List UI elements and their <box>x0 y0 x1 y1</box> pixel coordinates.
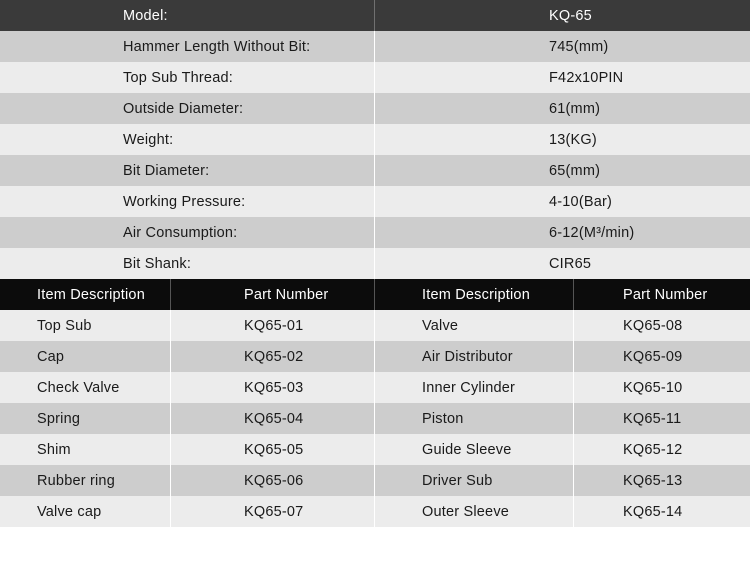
column-divider <box>170 434 171 465</box>
parts-row <box>0 372 750 403</box>
column-divider <box>374 186 375 217</box>
column-divider <box>374 496 375 527</box>
item-description: Valve <box>422 317 459 334</box>
item-description: Inner Cylinder <box>422 379 516 396</box>
column-header: Item Description <box>37 286 145 303</box>
column-divider <box>374 124 375 155</box>
part-number: KQ65-12 <box>623 441 683 458</box>
spec-value: 61(mm) <box>549 100 601 117</box>
column-divider <box>170 310 171 341</box>
spec-header-row <box>0 0 750 31</box>
spec-label: Outside Diameter: <box>123 100 244 117</box>
part-number: KQ65-03 <box>244 379 304 396</box>
item-description: Driver Sub <box>422 472 493 489</box>
spec-label: Weight: <box>123 131 174 148</box>
parts-row <box>0 403 750 434</box>
column-divider <box>374 341 375 372</box>
part-number: KQ65-01 <box>244 317 304 334</box>
item-description: Outer Sleeve <box>422 503 510 520</box>
spec-label: Working Pressure: <box>123 193 246 210</box>
item-description: Valve cap <box>37 503 102 520</box>
spec-row <box>0 155 750 186</box>
item-description: Piston <box>422 410 464 427</box>
spec-row <box>0 124 750 155</box>
column-divider <box>573 434 574 465</box>
spec-label: Air Consumption: <box>123 224 238 241</box>
spec-header-label: Model: <box>123 7 168 24</box>
column-divider <box>170 496 171 527</box>
item-description: Check Valve <box>37 379 120 396</box>
spec-header-value: KQ-65 <box>549 7 592 24</box>
column-divider <box>573 372 574 403</box>
column-divider <box>170 279 171 310</box>
item-description: Air Distributor <box>422 348 513 365</box>
part-number: KQ65-06 <box>244 472 304 489</box>
part-number: KQ65-04 <box>244 410 304 427</box>
spec-value: 6-12(M³/min) <box>549 224 635 241</box>
column-divider <box>374 310 375 341</box>
parts-row <box>0 310 750 341</box>
item-description: Guide Sleeve <box>422 441 512 458</box>
column-divider <box>374 465 375 496</box>
spec-value: F42x10PIN <box>549 69 624 86</box>
column-divider <box>374 248 375 279</box>
column-divider <box>573 341 574 372</box>
part-number: KQ65-10 <box>623 379 683 396</box>
part-number: KQ65-09 <box>623 348 683 365</box>
column-divider <box>374 31 375 62</box>
column-divider <box>573 465 574 496</box>
column-divider <box>573 403 574 434</box>
item-description: Top Sub <box>37 317 92 334</box>
item-description: Spring <box>37 410 81 427</box>
part-number: KQ65-05 <box>244 441 304 458</box>
parts-header-row <box>0 279 750 310</box>
column-divider <box>374 0 375 31</box>
spec-label: Bit Shank: <box>123 255 192 272</box>
spec-row <box>0 62 750 93</box>
part-number: KQ65-14 <box>623 503 683 520</box>
spec-label: Top Sub Thread: <box>123 69 233 86</box>
spec-label: Hammer Length Without Bit: <box>123 38 311 55</box>
parts-table <box>0 279 750 527</box>
spec-table <box>0 0 750 279</box>
column-divider <box>170 465 171 496</box>
column-divider <box>374 62 375 93</box>
parts-row <box>0 341 750 372</box>
column-divider <box>374 403 375 434</box>
spec-row <box>0 248 750 279</box>
column-divider <box>170 403 171 434</box>
column-divider <box>573 279 574 310</box>
part-number: KQ65-08 <box>623 317 683 334</box>
parts-row <box>0 465 750 496</box>
column-divider <box>170 341 171 372</box>
item-description: Rubber ring <box>37 472 115 489</box>
parts-row <box>0 434 750 465</box>
column-header: Part Number <box>244 286 329 303</box>
spec-row <box>0 186 750 217</box>
spec-value: CIR65 <box>549 255 592 272</box>
parts-row <box>0 496 750 527</box>
column-divider <box>170 372 171 403</box>
part-number: KQ65-02 <box>244 348 304 365</box>
spec-label: Bit Diameter: <box>123 162 210 179</box>
spec-row <box>0 217 750 248</box>
column-divider <box>374 155 375 186</box>
part-number: KQ65-11 <box>623 410 682 427</box>
spec-row <box>0 93 750 124</box>
spec-value: 13(KG) <box>549 131 597 148</box>
column-divider <box>573 310 574 341</box>
spec-value: 65(mm) <box>549 162 601 179</box>
part-number: KQ65-13 <box>623 472 683 489</box>
column-divider <box>374 279 375 310</box>
spec-value: 4-10(Bar) <box>549 193 613 210</box>
item-description: Cap <box>37 348 65 365</box>
column-header: Part Number <box>623 286 708 303</box>
part-number: KQ65-07 <box>244 503 304 520</box>
column-divider <box>374 93 375 124</box>
column-header: Item Description <box>422 286 530 303</box>
column-divider <box>374 372 375 403</box>
column-divider <box>374 434 375 465</box>
column-divider <box>374 217 375 248</box>
column-divider <box>573 496 574 527</box>
item-description: Shim <box>37 441 71 458</box>
spec-row <box>0 31 750 62</box>
spec-value: 745(mm) <box>549 38 609 55</box>
